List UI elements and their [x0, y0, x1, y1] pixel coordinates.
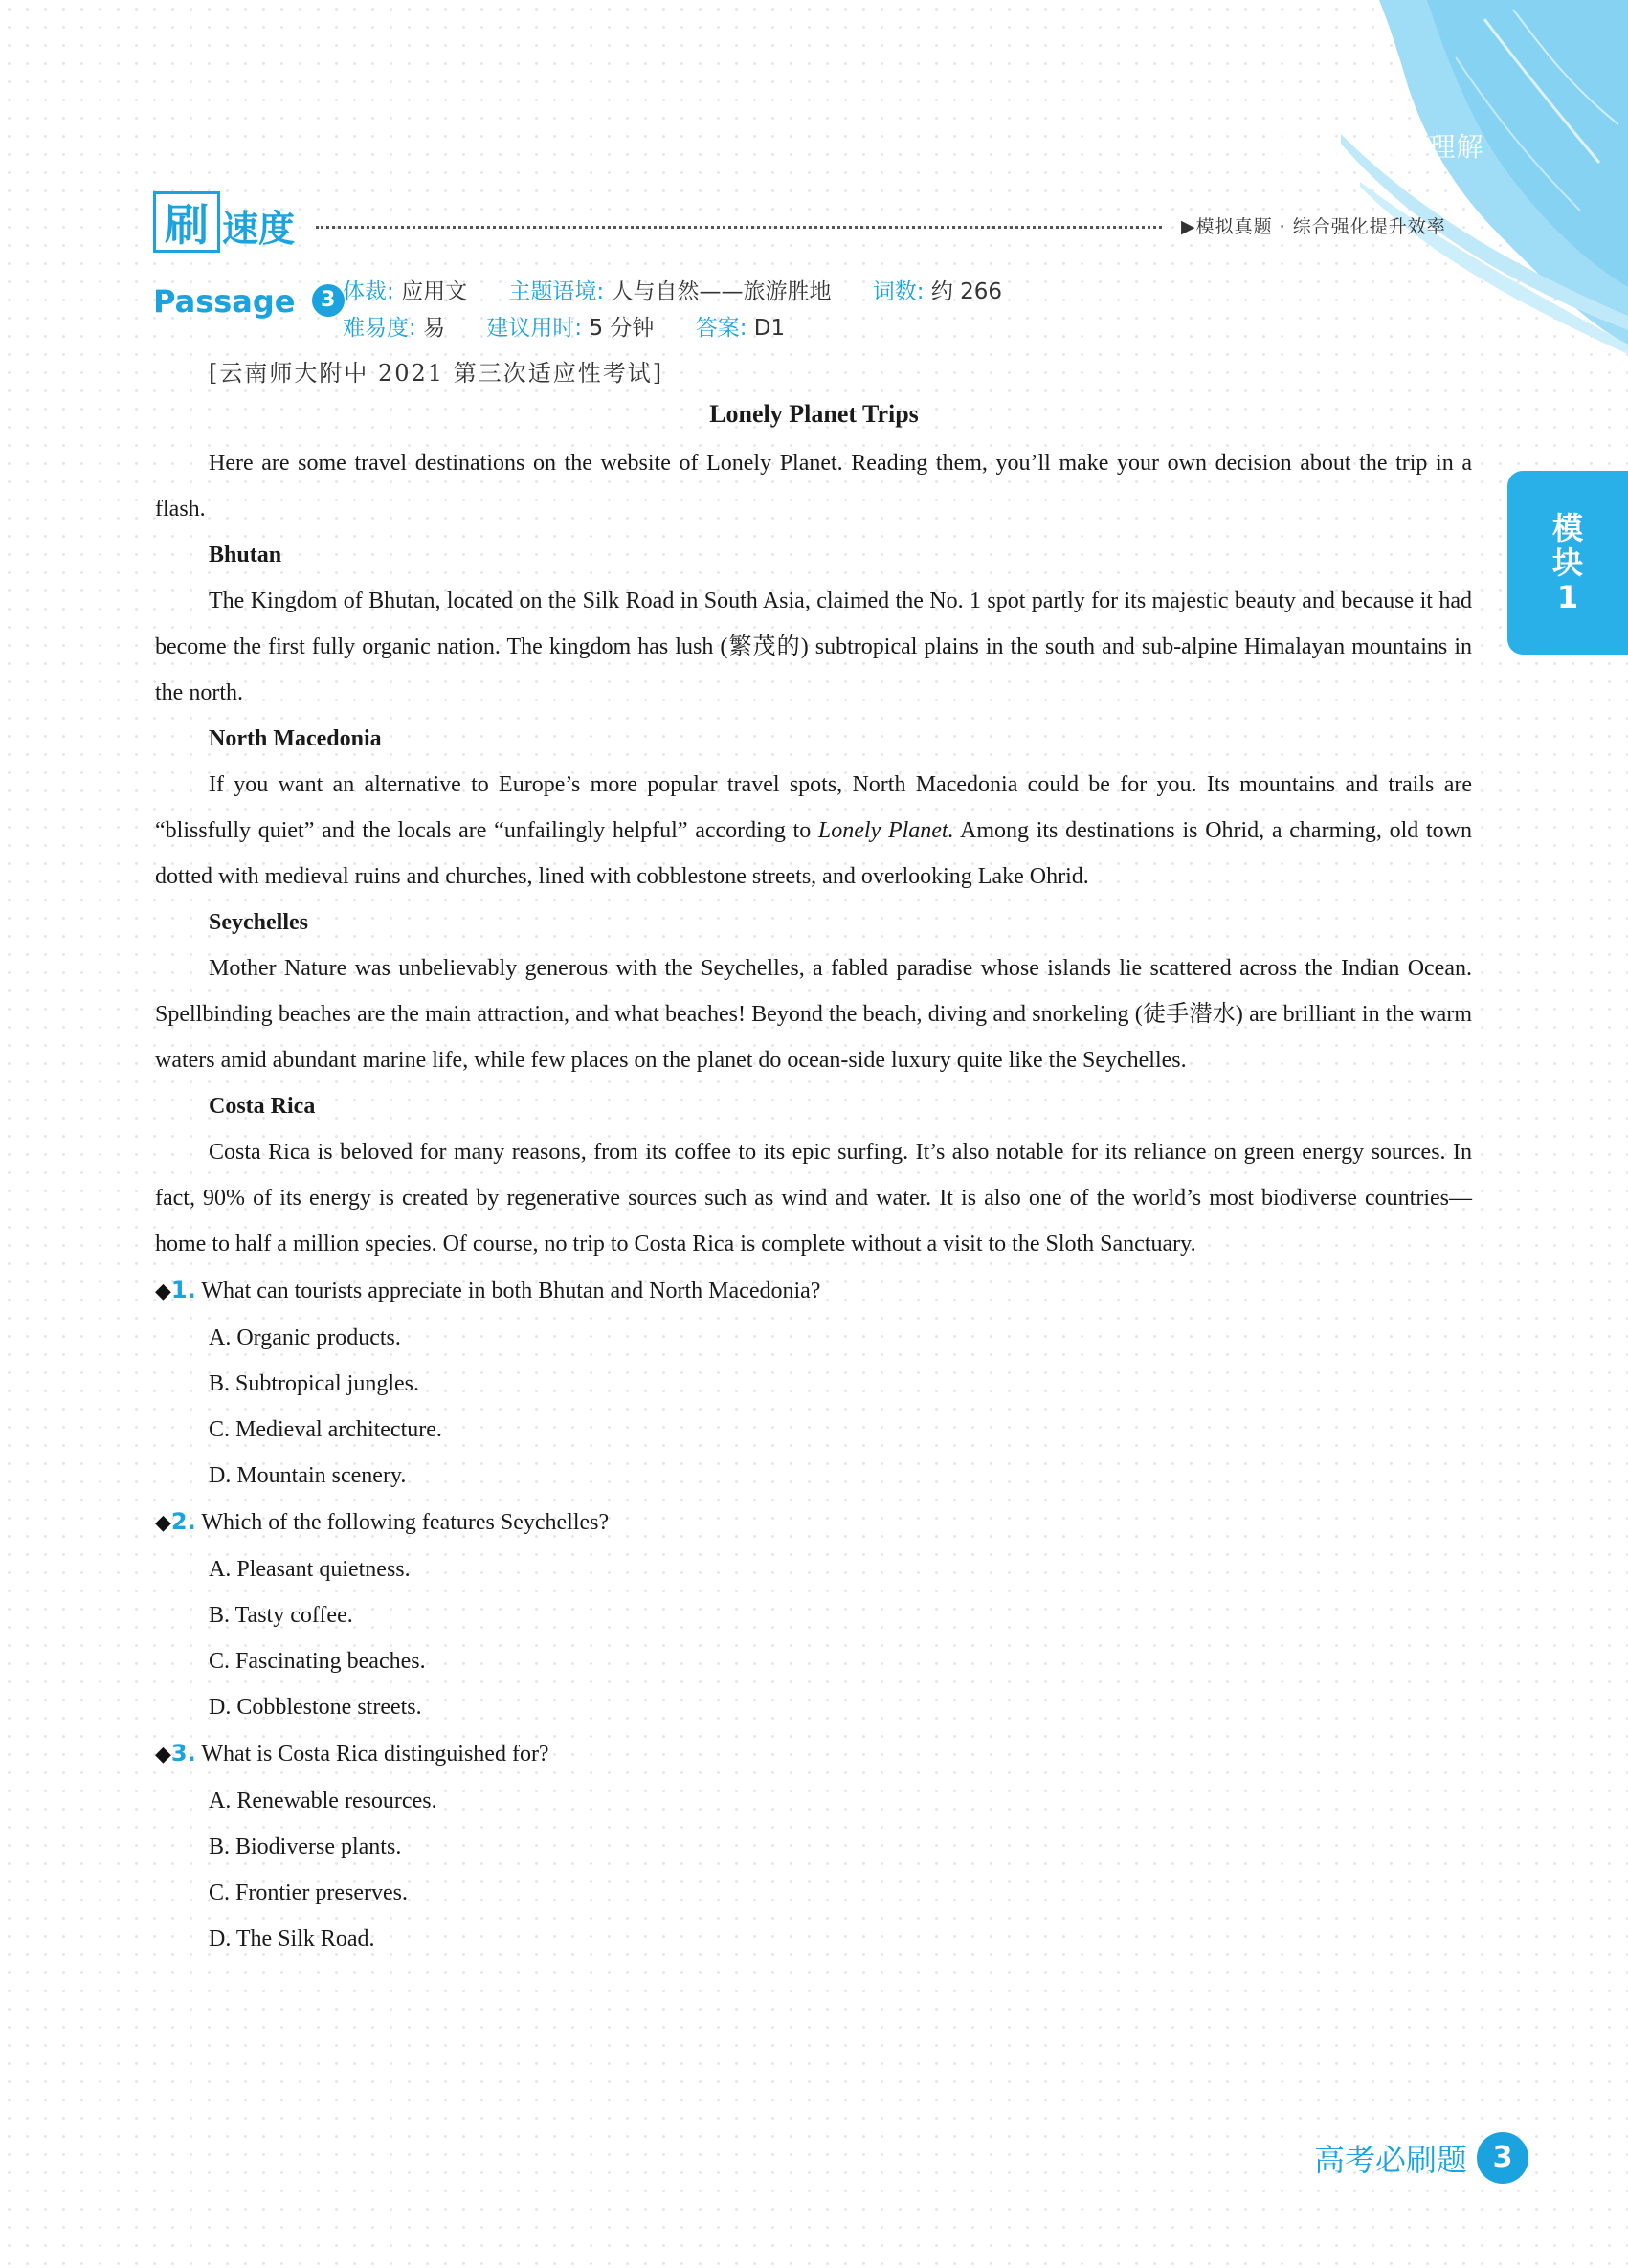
intro-paragraph: Here are some travel destinations on the website of Lonely Planet. Reading them, you’ll make your own decision about the trip in a flash.: [155, 451, 1472, 522]
words-value: 约 266: [930, 279, 1003, 304]
side-tab-line: 模: [1551, 510, 1583, 546]
header-tagline: ▶模拟真题 · 综合强化提升效率: [1181, 216, 1446, 237]
section-heading: Costa Rica: [209, 1094, 316, 1119]
brush-decoration: [1264, 0, 1628, 364]
answer-option: C. Frontier preserves.: [209, 1880, 408, 1905]
passage-meta-row-1: [343, 274, 1037, 305]
exam-source: [云南师大附中 2021 第三次适应性考试]: [209, 360, 664, 387]
time-value: 5 分钟: [589, 316, 655, 341]
passage-title: [153, 283, 345, 320]
footer-title: 高考必刷题: [1313, 2142, 1467, 2178]
question-block: [155, 1267, 1472, 1499]
answer-option: A. Renewable resources.: [209, 1789, 437, 1813]
answer-option: B. Tasty coffee.: [209, 1603, 353, 1628]
question-number: 3.: [170, 1740, 196, 1767]
section-heading: North Macedonia: [209, 726, 382, 751]
section-paragraph: [155, 762, 1472, 900]
question-number: 2.: [170, 1508, 196, 1535]
answer-option: C. Medieval architecture.: [209, 1417, 442, 1442]
question-text: Which of the following features Seychelles?: [195, 1510, 610, 1535]
theme-value: 人与自然——旅游胜地: [611, 279, 832, 304]
logo-char: 刷: [153, 191, 220, 253]
passage-meta-row-2: [343, 310, 819, 342]
paragraph-text: If you want an alternative to Europe’s more popular travel spots, North Macedonia could be for you. Its mountains and trails are “blissfully quiet” and the locals are “unfailingly helpful” according to: [155, 772, 1472, 843]
diamond-icon: ◆: [155, 1279, 171, 1303]
answer-option: B. Subtropical jungles.: [209, 1371, 419, 1396]
question: [155, 1730, 1472, 1778]
passage-number-badge: 3: [312, 284, 345, 317]
article-body: [155, 440, 1472, 1962]
question-number: 1.: [170, 1277, 196, 1303]
question-block: [155, 1499, 1472, 1730]
module-label: 模块 1: [1261, 131, 1345, 163]
question-text: What can tourists appreciate in both Bhutan and North Macedonia?: [195, 1279, 821, 1303]
answer-option: A. Pleasant quietness.: [209, 1557, 411, 1582]
theme-key: 主题语境:: [508, 279, 605, 304]
footer: [1314, 2132, 1528, 2184]
words-key: 词数:: [872, 279, 925, 304]
italic-title: Lonely Planet.: [817, 818, 954, 843]
genre-key: 体裁:: [343, 279, 394, 304]
question-text: What is Costa Rica distinguished for?: [195, 1742, 549, 1767]
section-paragraph: The Kingdom of Bhutan, located on the Silk Road in South Asia, claimed the No. 1 spot partly for its majestic beauty and because it had become the first fully organic nation. The kingdom has lush (繁茂的) subtropical plains in the south and sub-alpine Himalayan mountains in the north.: [155, 589, 1472, 705]
answer-option: C. Fascinating beaches.: [209, 1649, 426, 1674]
question: [155, 1499, 1472, 1546]
difficulty-key: 难易度:: [343, 316, 416, 341]
article-title: Lonely Planet Trips: [709, 400, 919, 428]
side-tab-line: 块: [1551, 545, 1583, 581]
passage-label: Passage: [153, 283, 296, 320]
dotted-divider: [316, 226, 1162, 229]
difficulty-value: 易: [423, 316, 446, 341]
logo-text: 速度: [222, 207, 296, 250]
module-heading: [1261, 126, 1484, 165]
answer-option: A. Organic products.: [209, 1325, 401, 1350]
time-key: 建议用时:: [486, 316, 583, 341]
answer-value: D1: [753, 316, 786, 341]
answer-option: D. The Silk Road.: [209, 1926, 375, 1951]
paragraph-text: Among its destinations is Ohrid, a charming, old town dotted with medieval ruins and churches, lined with cobblestone streets, and overlooking Lake Ohrid.: [155, 818, 1472, 889]
diamond-icon: ◆: [155, 1511, 171, 1535]
section-heading: Seychelles: [209, 910, 308, 935]
section-paragraph: Mother Nature was unbelievably generous with the Seychelles, a fabled paradise whose islands lie scattered across the Indian Ocean. Spellbinding beaches are the main attraction, and what beaches! Beyond the beach, diving and snorkeling (徒手潜水) are brilliant in the warm waters amid abundant marine life, while few places on the planet do ocean-side luxury quite like the Seychelles.: [155, 956, 1472, 1073]
module-side-tab[interactable]: [1507, 471, 1628, 655]
question: [155, 1267, 1472, 1315]
section-heading: Bhutan: [209, 543, 282, 567]
answer-option: B. Biodiverse plants.: [209, 1834, 402, 1859]
side-tab-line: 1: [1556, 579, 1579, 615]
section-label: 阅读理解: [1372, 131, 1484, 163]
page-number: 3: [1477, 2132, 1528, 2184]
answer-option: D. Cobblestone streets.: [209, 1695, 422, 1720]
diamond-icon: ◆: [155, 1743, 171, 1767]
question-block: [155, 1730, 1472, 1962]
answer-option: D. Mountain scenery.: [209, 1463, 407, 1488]
section-paragraph: Costa Rica is beloved for many reasons, from its coffee to its epic surfing. It’s also notable for its reliance on green energy sources. In fact, 90% of its energy is created by regenerative sources such as wind and water. It is also one of the world’s most biodiverse countries—home to half a million species. Of course, no trip to Costa Rica is complete without a visit to the Sloth Sanctuary.: [155, 1140, 1472, 1256]
genre-value: 应用文: [401, 279, 468, 304]
answer-key: 答案:: [695, 316, 747, 341]
